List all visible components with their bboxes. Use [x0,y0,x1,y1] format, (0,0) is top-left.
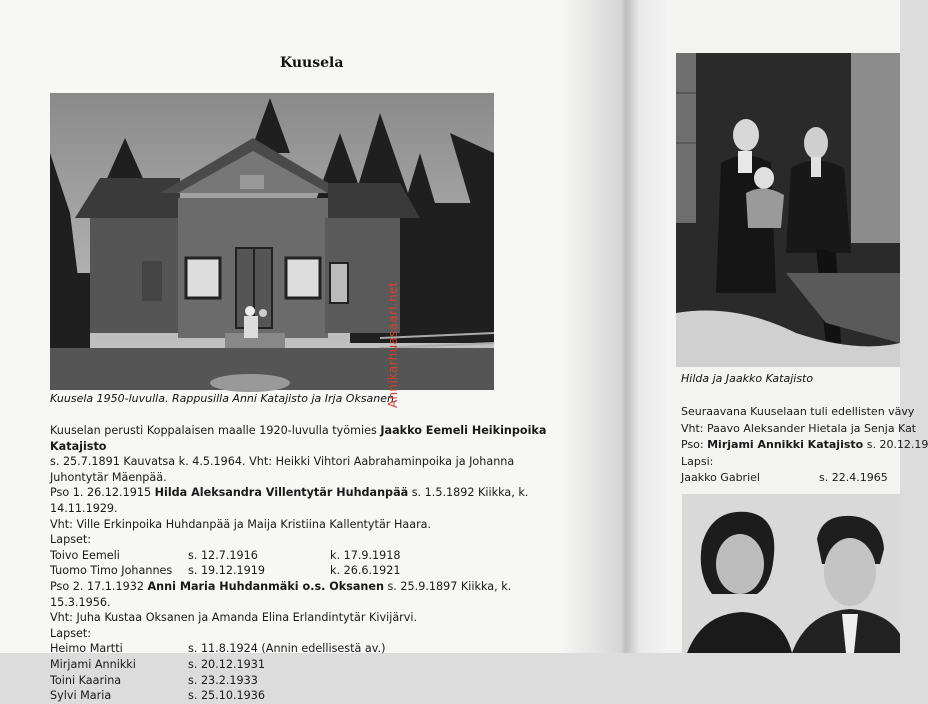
portrait-photo [682,494,900,653]
right-line-1: Seuraavana Kuuselaan tuli edellisten vävy [681,405,915,418]
child-row: Toivo Eemeli s. 12.7.1916 k. 17.9.1918 [50,548,401,562]
intro-birth: s. 25.7.1891 Kauvatsa k. 4.5.1964. Vht: Heikki Vihtori Aabrahaminpoika ja Johanna Juhontytär Mäenpää. [50,455,515,484]
watermark: Annikarhuasaari.net [386,281,400,408]
spouse-2-name: Anni Maria Huhdanmäki o.s. Oksanen [147,579,384,593]
couple-photo [676,53,900,367]
spouse-1-name: Hilda Aleksandra Villentytär Huhdanpää [154,486,409,500]
biography-text [50,423,570,704]
spouse-2-parents: Vht: Juha Kustaa Oksanen ja Amanda Elina Erlandintytär Kivijärvi. [50,611,418,625]
spouse-2-line: Pso 2. 17.1.1932 Anni Maria Huhdanmäki o.s. Oksanen s. 25.9.1897 Kiikka, k. 15.3.1956. [50,579,512,609]
children-label: Lapset: [50,626,92,640]
child-row: Sylvi Maria s. 25.10.1936 [50,689,265,703]
founder-name: Jaakko Eemeli Heikinpoika Katajisto [50,424,547,453]
right-child-row: Jaakko Gabriel s. 22.4.1965 [681,471,888,484]
child-row: Tuomo Timo Johannes s. 19.12.1919 k. 26.6.1921 [50,564,401,578]
spouse-1-line: Pso 1. 26.12.1915 Hilda Aleksandra Villentytär Huhdanpää s. 1.5.1892 Kiikka, k. 14.11.1929. [50,486,529,515]
right-spouse-line: Pso: Mirjami Annikki Katajisto s. 20.12.19 [681,438,928,451]
right-page-text [681,404,928,487]
couple-photo-caption: Hilda ja Jaakko Katajisto [681,372,814,385]
right-children-label: Lapsi: [681,454,714,468]
book-gutter [560,0,670,653]
child-row: Mirjami Annikki s. 20.12.1931 [50,657,265,671]
right-line-2: Vht: Paavo Aleksander Hietala ja Senja Kat [681,421,917,435]
children-label: Lapset: [50,533,92,547]
house-photo-caption: Kuusela 1950-luvulla. Rappusilla Anni Katajisto ja Irja Oksanen. [50,392,398,405]
page-title: Kuusela [280,55,344,71]
spouse-1-parents: Vht: Ville Erkinpoika Huhdanpää ja Maija Kristiina Kallentytär Haara. [50,517,432,531]
right-spouse-name: Mirjami Annikki Katajisto [707,438,864,451]
child-row: Toini Kaarina s. 23.2.1933 [50,673,258,687]
intro-line: Kuuselan perusti Koppalaisen maalle 1920-luvulla työmies Jaakko Eemeli Heikinpoika Katajisto [50,424,547,453]
house-photo [50,93,494,390]
child-row: Heimo Martti s. 11.8.1924 (Annin edellisestä av.) [50,642,386,656]
